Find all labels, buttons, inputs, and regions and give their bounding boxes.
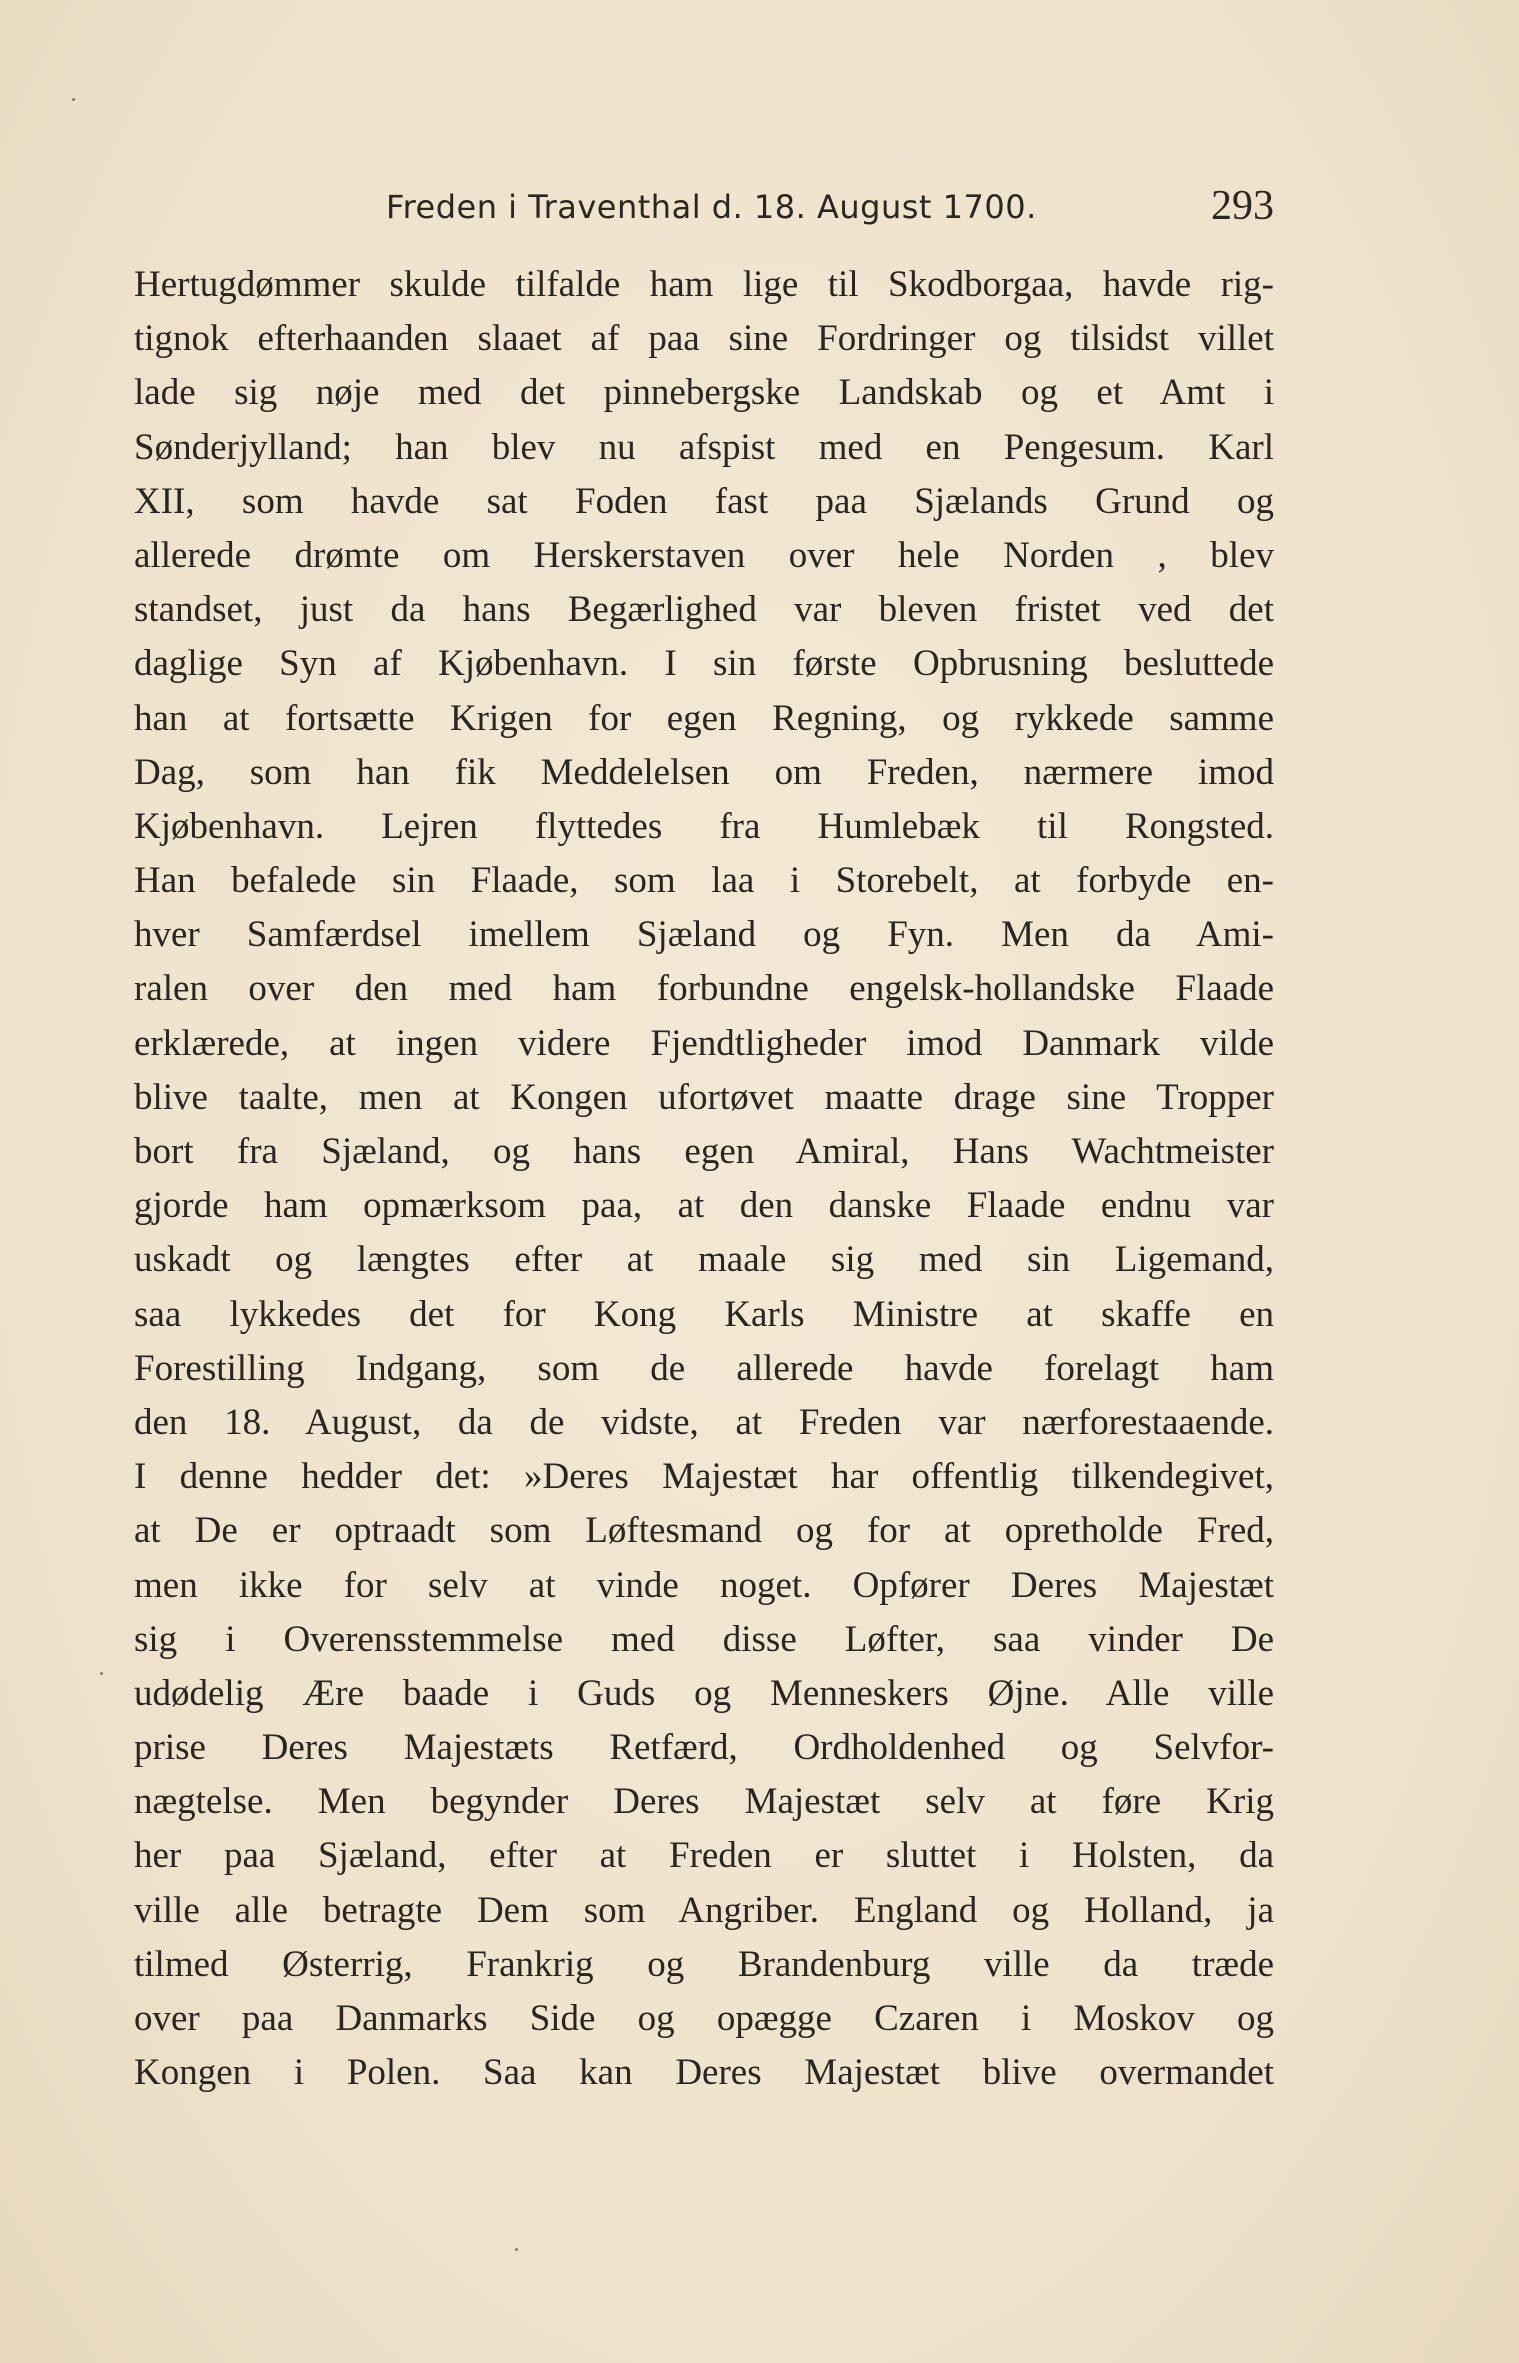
text-line: Hertugdømmer skulde tilfalde ham lige til Skodborgaa, havde rig- <box>134 264 1274 305</box>
text-line: nægtelse. Men begynder Deres Majestæt selv at føre Krig <box>134 1781 1274 1823</box>
text-line: den 18. August, da de vidste, at Freden var nærforestaaende. <box>134 1401 1274 1443</box>
text-line: men ikke for selv at vinde noget. Opfører Deres Majestæt <box>134 1564 1274 1606</box>
paper-speck <box>100 1672 103 1675</box>
text-line: daglige Syn af Kjøbenhavn. I sin første Opbrusning besluttede <box>134 643 1274 685</box>
text-line: gjorde ham opmærksom paa, at den danske Flaade endnu var <box>134 1185 1274 1227</box>
paper-speck <box>72 98 75 101</box>
text-line: han at fortsætte Krigen for egen Regning, og rykkede samme <box>134 697 1274 739</box>
text-line: Kongen i Polen. Saa kan Deres Majestæt blive overmandet <box>134 2052 1274 2094</box>
text-line: allerede drømte om Herskerstaven over hele Norden , blev <box>134 534 1274 576</box>
text-line: Kjøbenhavn. Lejren flyttedes fra Humlebæk til Rongsted. <box>134 805 1274 847</box>
text-line: hver Samfærdsel imellem Sjæland og Fyn. Men da Ami- <box>134 914 1274 956</box>
text-line: erklærede, at ingen videre Fjendtligheder imod Danmark vilde <box>134 1022 1274 1064</box>
text-line: saa lykkedes det for Kong Karls Ministre at skaffe en <box>134 1293 1274 1335</box>
text-line: blive taalte, men at Kongen ufortøvet maatte drage sine Tropper <box>134 1076 1274 1118</box>
text-line: uskadt og længtes efter at maale sig med sin Ligemand, <box>134 1239 1274 1281</box>
text-line: tignok efterhaanden slaaet af paa sine Fordringer og tilsidst villet <box>134 318 1274 360</box>
text-line: over paa Danmarks Side og opægge Czaren i Moskov og <box>134 1998 1274 2039</box>
text-line: ville alle betragte Dem som Angriber. England og Holland, ja <box>134 1889 1274 1931</box>
running-head: Freden i Traventhal d. 18. August 1700. <box>386 188 1037 226</box>
text-line: Dag, som han fik Meddelelsen om Freden, nærmere imod <box>134 751 1274 793</box>
text-line: I denne hedder det: »Deres Majestæt har offentlig tilkendegivet, <box>134 1456 1274 1498</box>
text-line: Sønderjylland; han blev nu afspist med en Pengesum. Karl <box>134 426 1274 468</box>
text-line: udødelig Ære baade i Guds og Menneskers Øjne. Alle ville <box>134 1672 1274 1714</box>
text-line: prise Deres Majestæts Retfærd, Ordholdenhed og Selvfor- <box>134 1727 1274 1769</box>
paper-speck <box>515 2248 518 2251</box>
text-line: tilmed Østerrig, Frankrig og Brandenburg ville da træde <box>134 1943 1274 1985</box>
text-line: Forestilling Indgang, som de allerede havde forelagt ham <box>134 1347 1274 1389</box>
page-header <box>134 180 1274 240</box>
text-line: lade sig nøje med det pinnebergske Landskab og et Amt i <box>134 372 1274 414</box>
text-line: sig i Overensstemmelse med disse Løfter, saa vinder De <box>134 1618 1274 1660</box>
text-line: ralen over den med ham forbundne engelsk-hollandske Flaade <box>134 968 1274 1010</box>
text-line: standset, just da hans Begærlighed var bleven fristet ved det <box>134 589 1274 631</box>
text-line: XII, som havde sat Foden fast paa Sjælands Grund og <box>134 480 1274 522</box>
text-line: bort fra Sjæland, og hans egen Amiral, Hans Wachtmeister <box>134 1131 1274 1172</box>
text-line: at De er optraadt som Løftesmand og for at opretholde Fred, <box>134 1510 1274 1552</box>
body-text <box>134 258 1274 2100</box>
text-line: her paa Sjæland, efter at Freden er sluttet i Holsten, da <box>134 1835 1274 1877</box>
page-number: 293 <box>1211 183 1274 229</box>
text-line: Han befalede sin Flaade, som laa i Storebelt, at forbyde en- <box>134 860 1274 902</box>
